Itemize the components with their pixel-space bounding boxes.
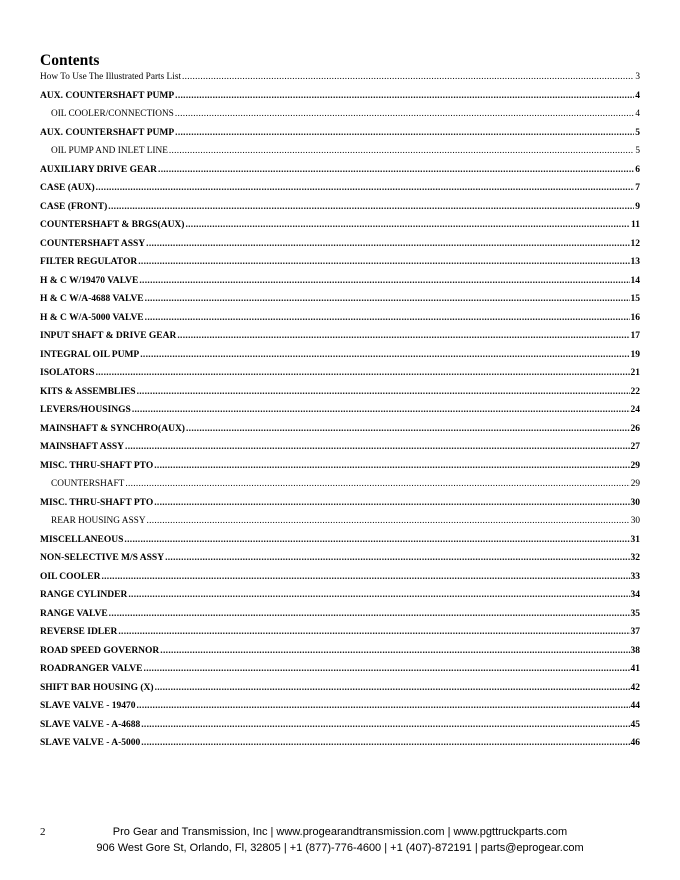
- toc-entry-page: 35: [630, 608, 640, 619]
- dot-leader: [165, 552, 629, 565]
- toc-entry[interactable]: [40, 528, 640, 547]
- toc-entry[interactable]: [40, 177, 640, 196]
- toc-entry-page: 45: [630, 719, 640, 730]
- footer-address-line: 906 West Gore St, Orlando, Fl, 32805 | +1 (877)-776-4600 | +1 (407)-872191 | parts@eprogear.com: [96, 842, 584, 854]
- toc-entry-page: 26: [630, 423, 640, 434]
- toc-entry-page: 15: [630, 294, 640, 304]
- toc-entry[interactable]: [40, 68, 640, 84]
- toc-entry-label: REVERSE IDLER: [40, 627, 118, 637]
- dot-leader: [109, 608, 630, 621]
- toc-entry-page: 34: [630, 590, 640, 600]
- toc-entry-label: OIL COOLER: [40, 571, 101, 582]
- dot-leader: [145, 312, 630, 325]
- toc-entry[interactable]: [40, 639, 640, 658]
- toc-entry[interactable]: [40, 158, 640, 177]
- toc-entry-page: 21: [630, 368, 640, 378]
- toc-entry-label: H & C W/A-5000 VALVE: [40, 312, 144, 323]
- dot-leader: [101, 571, 629, 584]
- toc-entry[interactable]: [40, 658, 640, 677]
- toc-entry-label: MAINSHAFT ASSY: [40, 442, 125, 452]
- dot-leader: [137, 386, 630, 399]
- dot-leader: [139, 275, 629, 288]
- toc-entry[interactable]: [40, 584, 640, 603]
- toc-entry-page: 6: [635, 164, 640, 175]
- toc-entry[interactable]: [40, 103, 640, 122]
- toc-entry-page: 9: [635, 201, 640, 212]
- toc-entry-label: COUNTERSHAFT & BRGS(AUX): [40, 220, 185, 230]
- toc-entry-label: AUX. COUNTERSHAFT PUMP: [40, 90, 175, 101]
- toc-entry[interactable]: [40, 473, 640, 492]
- toc-entry[interactable]: [40, 510, 640, 529]
- dot-leader: [108, 201, 634, 214]
- toc-entry-label: REAR HOUSING ASSY: [51, 516, 146, 526]
- toc-entry-page: 31: [630, 534, 640, 545]
- toc-entry-page: 5: [635, 127, 640, 138]
- toc-entry-page: 4: [635, 109, 640, 119]
- toc-entry-label: H & C W/19470 VALVE: [40, 275, 139, 286]
- toc-entry-label: RANGE CYLINDER: [40, 590, 128, 600]
- toc-entry-page: 7: [635, 183, 640, 193]
- toc-entry-page: 38: [630, 645, 640, 656]
- dot-leader: [96, 182, 635, 195]
- toc-entry-label: INTEGRAL OIL PUMP: [40, 349, 140, 360]
- toc-entry-page: 44: [630, 701, 640, 711]
- table-of-contents: [40, 68, 640, 750]
- toc-entry-label: H & C W/A-4688 VALVE: [40, 294, 144, 304]
- dot-leader: [160, 645, 629, 658]
- dot-leader: [146, 238, 629, 251]
- toc-entry[interactable]: [40, 362, 640, 381]
- toc-entry[interactable]: [40, 121, 640, 140]
- toc-entry[interactable]: [40, 306, 640, 325]
- toc-entry-label: SHIFT BAR HOUSING (X): [40, 682, 154, 693]
- toc-entry[interactable]: [40, 140, 640, 159]
- toc-entry-label: INPUT SHAFT & DRIVE GEAR: [40, 331, 177, 341]
- toc-entry-label: AUX. COUNTERSHAFT PUMP: [40, 127, 175, 138]
- dot-leader: [96, 367, 630, 380]
- toc-entry-label: MISC. THRU-SHAFT PTO: [40, 460, 154, 471]
- toc-entry[interactable]: [40, 602, 640, 621]
- toc-entry-label: CASE (FRONT): [40, 201, 108, 212]
- toc-entry[interactable]: [40, 380, 640, 399]
- toc-entry-page: 5: [635, 146, 640, 156]
- toc-entry-page: 17: [630, 331, 640, 341]
- toc-entry-label: SLAVE VALVE - A-4688: [40, 719, 141, 730]
- toc-entry-page: 13: [630, 257, 640, 267]
- toc-entry-page: 27: [630, 442, 640, 452]
- toc-entry[interactable]: [40, 399, 640, 418]
- toc-entry[interactable]: [40, 269, 640, 288]
- toc-entry-page: 11: [631, 220, 640, 230]
- toc-entry[interactable]: [40, 547, 640, 566]
- toc-entry-label: AUXILIARY DRIVE GEAR: [40, 164, 158, 175]
- toc-entry-page: 24: [630, 405, 640, 415]
- toc-entry-label: RANGE VALVE: [40, 608, 108, 619]
- toc-entry-label: MISCELLANEOUS: [40, 534, 124, 545]
- dot-leader: [155, 682, 630, 695]
- toc-entry-label: NON-SELECTIVE M/S ASSY: [40, 553, 165, 563]
- toc-entry-page: 41: [630, 664, 640, 674]
- footer-company-line: Pro Gear and Transmission, Inc | www.progearandtransmission.com | www.pgttruckparts.com: [112, 826, 568, 838]
- dot-leader: [175, 108, 635, 121]
- toc-entry-label: ROAD SPEED GOVERNOR: [40, 645, 160, 656]
- dot-leader: [154, 460, 629, 473]
- toc-entry-page: 33: [630, 571, 640, 582]
- toc-entry[interactable]: [40, 325, 640, 344]
- dot-leader: [158, 164, 634, 177]
- toc-entry-page: 46: [630, 738, 640, 748]
- dot-leader: [138, 256, 629, 269]
- toc-entry[interactable]: [40, 713, 640, 732]
- toc-entry-label: ISOLATORS: [40, 368, 95, 378]
- toc-entry-label: OIL COOLER/CONNECTIONS: [51, 109, 174, 119]
- dot-leader: [186, 423, 630, 436]
- toc-entry-page: 37: [630, 627, 640, 637]
- toc-entry-page: 14: [630, 275, 640, 286]
- dot-leader: [136, 700, 629, 713]
- dot-leader: [169, 145, 634, 158]
- toc-entry[interactable]: [40, 84, 640, 103]
- dot-leader: [125, 441, 629, 454]
- toc-entry-label: ROADRANGER VALVE: [40, 664, 143, 674]
- dot-leader: [175, 90, 634, 103]
- dot-leader: [141, 737, 629, 750]
- toc-entry[interactable]: [40, 195, 640, 214]
- toc-entry-label: COUNTERSHAFT ASSY: [40, 238, 146, 249]
- dot-leader: [182, 71, 634, 84]
- toc-entry-page: 16: [630, 312, 640, 323]
- page-title: Contents: [40, 52, 100, 69]
- toc-entry-page: 42: [630, 682, 640, 693]
- toc-entry[interactable]: [40, 491, 640, 510]
- dot-leader: [177, 330, 629, 343]
- toc-entry[interactable]: [40, 343, 640, 362]
- toc-entry-label: MAINSHAFT & SYNCHRO(AUX): [40, 423, 185, 434]
- toc-entry-label: OIL PUMP AND INLET LINE: [51, 146, 168, 156]
- dot-leader: [128, 589, 629, 602]
- toc-entry[interactable]: [40, 288, 640, 307]
- toc-entry-page: 22: [630, 386, 640, 397]
- page-number: 2: [40, 826, 46, 838]
- dot-leader: [140, 349, 629, 362]
- dot-leader: [125, 478, 629, 491]
- toc-entry-page: 4: [635, 90, 640, 101]
- dot-leader: [132, 404, 630, 417]
- toc-entry-label: CASE (AUX): [40, 183, 95, 193]
- dot-leader: [185, 219, 630, 232]
- toc-entry[interactable]: [40, 732, 640, 751]
- dot-leader: [147, 515, 630, 528]
- dot-leader: [145, 293, 630, 306]
- dot-leader: [141, 719, 629, 732]
- toc-entry-label: SLAVE VALVE - 19470: [40, 701, 136, 711]
- toc-entry[interactable]: [40, 454, 640, 473]
- toc-entry[interactable]: [40, 621, 640, 640]
- toc-entry-page: 3: [635, 72, 640, 82]
- toc-entry-page: 30: [630, 497, 640, 508]
- toc-entry[interactable]: [40, 565, 640, 584]
- toc-entry[interactable]: [40, 251, 640, 270]
- dot-leader: [118, 626, 629, 639]
- toc-entry-label: COUNTERSHAFT: [51, 479, 125, 489]
- toc-entry-label: LEVERS/HOUSINGS: [40, 405, 131, 415]
- dot-leader: [154, 497, 629, 510]
- toc-entry-page: 12: [630, 238, 640, 249]
- toc-entry[interactable]: [40, 676, 640, 695]
- toc-entry-page: 19: [630, 349, 640, 360]
- dot-leader: [175, 127, 634, 140]
- toc-entry-label: SLAVE VALVE - A-5000: [40, 738, 141, 748]
- dot-leader: [144, 663, 630, 676]
- toc-entry[interactable]: [40, 436, 640, 455]
- toc-entry[interactable]: [40, 695, 640, 714]
- toc-entry-page: 32: [630, 553, 640, 563]
- dot-leader: [124, 534, 629, 547]
- toc-entry[interactable]: [40, 232, 640, 251]
- toc-entry[interactable]: [40, 417, 640, 436]
- toc-entry-label: How To Use The Illustrated Parts List: [40, 72, 182, 82]
- toc-entry-label: MISC. THRU-SHAFT PTO: [40, 497, 154, 508]
- toc-entry-page: 29: [630, 460, 640, 471]
- toc-entry-page: 30: [630, 516, 640, 526]
- toc-entry[interactable]: [40, 214, 640, 233]
- toc-entry-label: KITS & ASSEMBLIES: [40, 386, 136, 397]
- toc-entry-page: 29: [630, 479, 640, 489]
- toc-entry-label: FILTER REGULATOR: [40, 257, 138, 267]
